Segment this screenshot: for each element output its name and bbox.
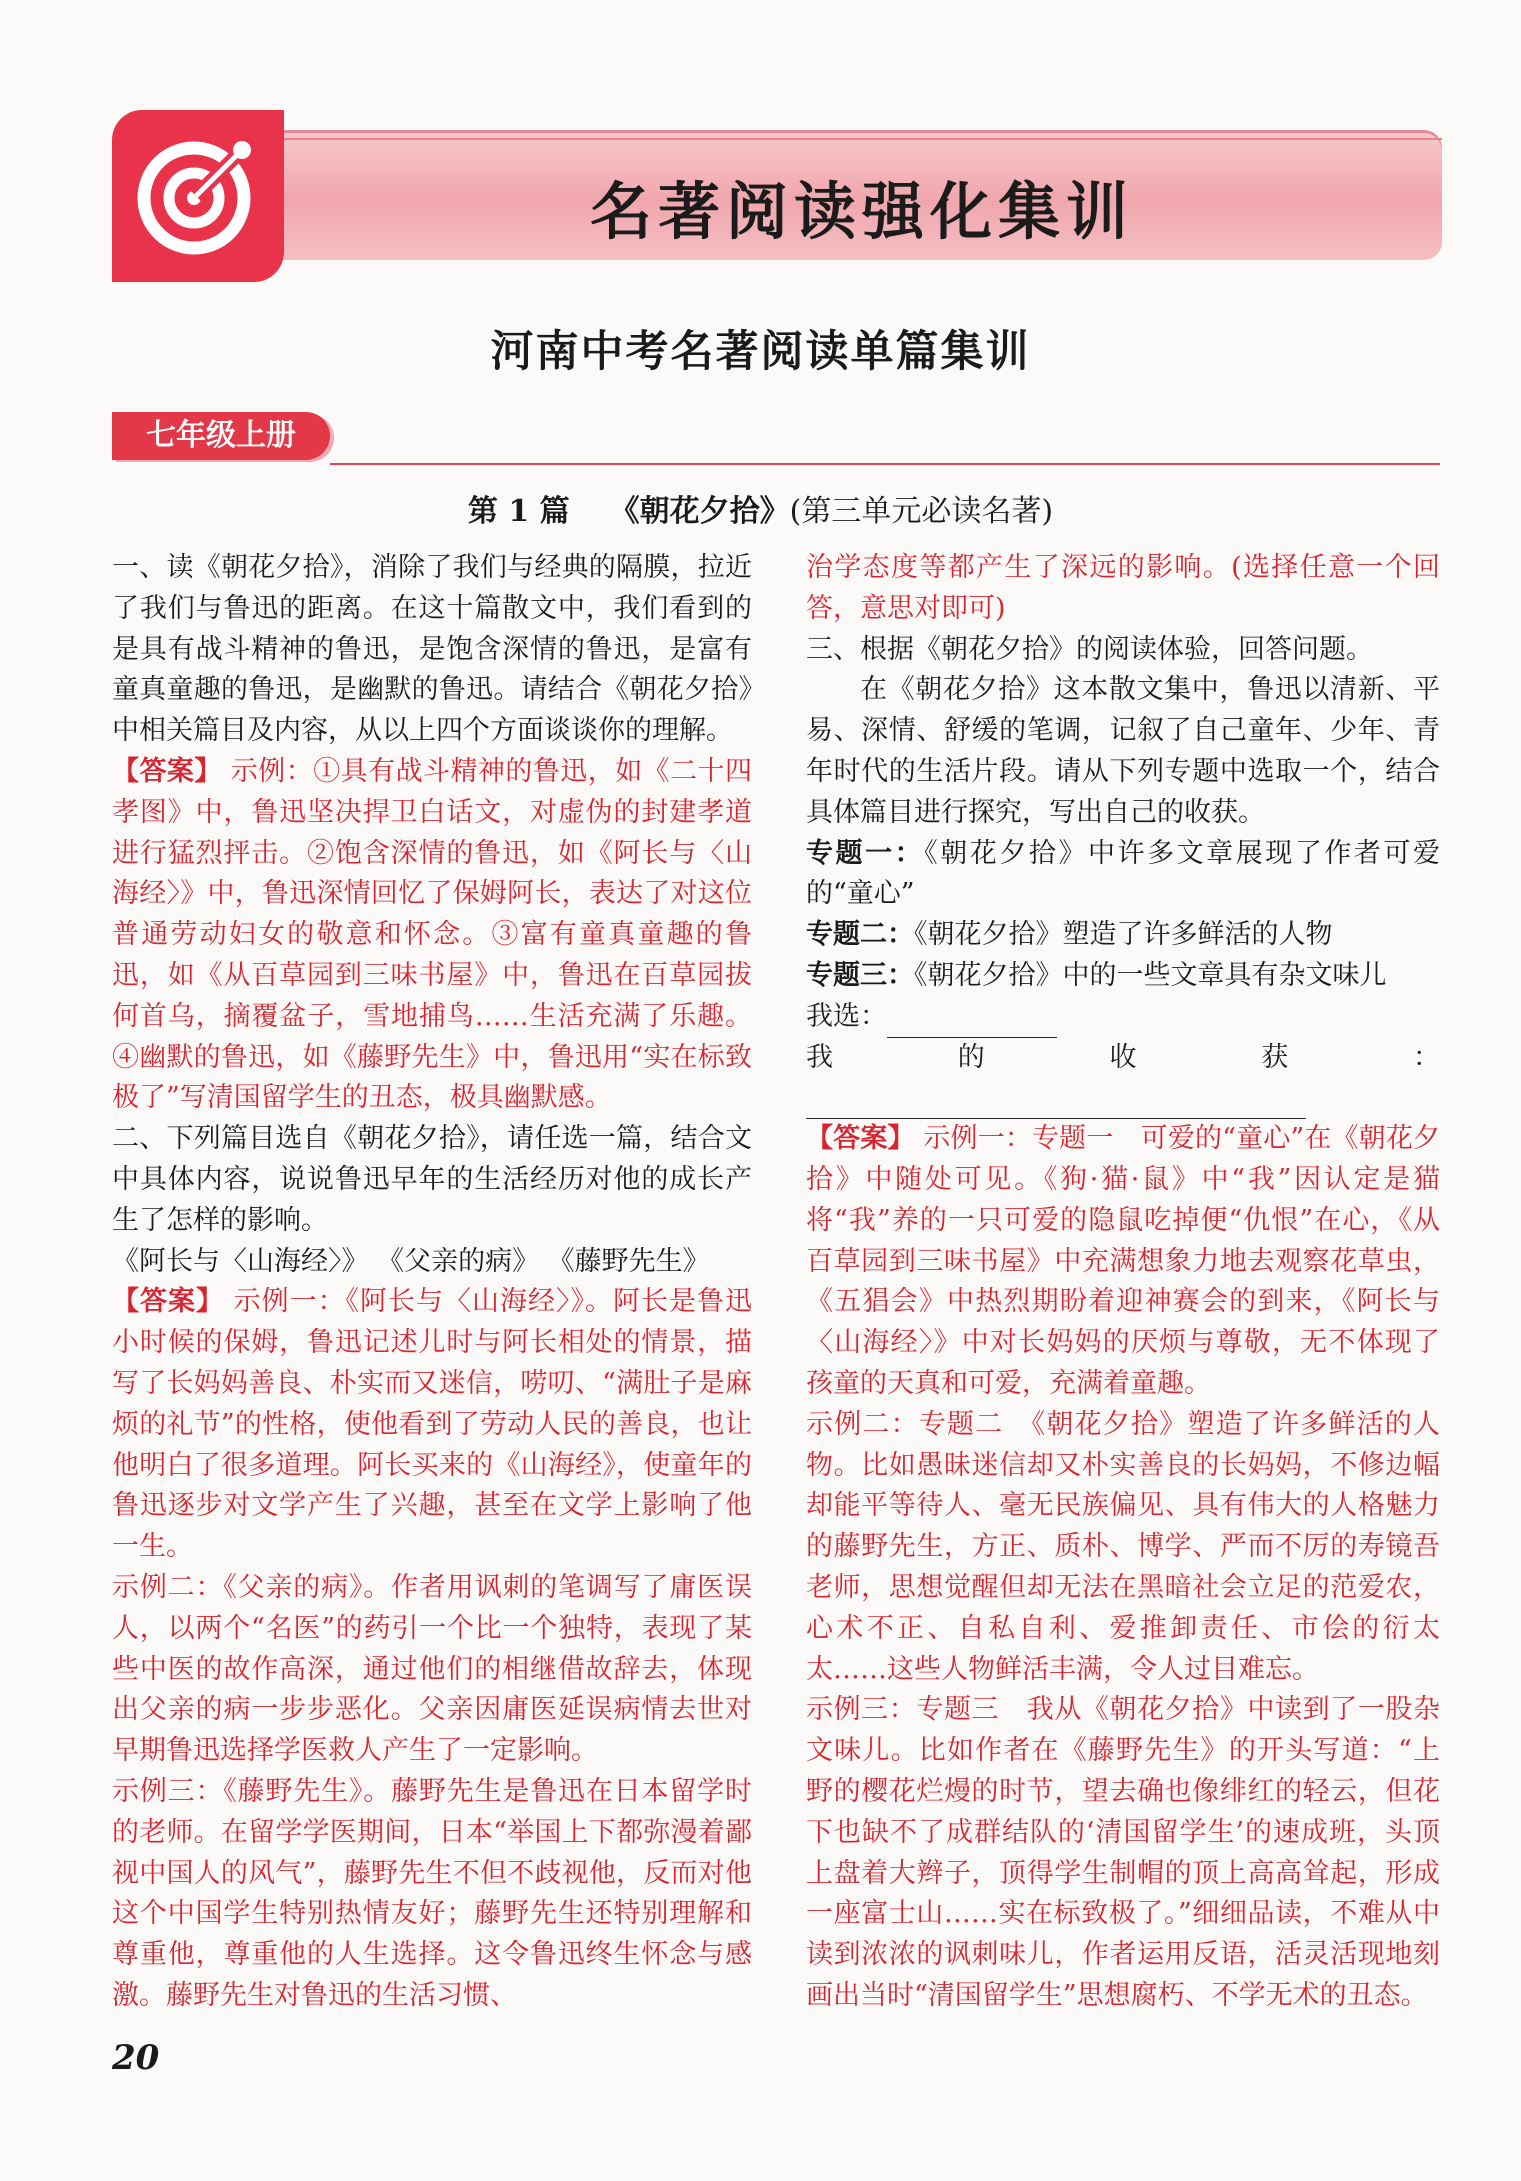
topic-3-label: 专题三：: [806, 959, 914, 991]
question-3-body: 在《朝花夕拾》这本散文集中，鲁迅以清新、平易、深情、舒缓的笔调，记叙了自己童年、少年、青年时代的生活片段。请从下列专题中选取一个，结合具体篇目进行探究，写出自己的收获。: [806, 674, 1440, 828]
answer-2-example-3: 示例三：《藤野先生》。藤野先生是鲁迅在日本留学时的老师。在留学学医期间，日本“举国上下都弥漫着鄙视中国人的风气”，藤野先生不但不歧视他，反而对他这个中国学生特别热情友好；藤野先生还特别理解和尊重他，尊重他的人生选择。这令鲁迅终生怀念与感激。藤野先生对鲁迅的生活习惯、: [112, 1775, 752, 2011]
choose-line: [806, 997, 1440, 1038]
answer-2-example-1: [112, 1282, 752, 1568]
page-subtitle: 河南中考名著阅读单篇集训: [490, 327, 1031, 377]
answer-3-example-1-text: 示例一：专题一 可爱的“童心”在《朝花夕拾》中随处可见。《狗·猫·鼠》中“我”因认定是猫将“我”养的一只可爱的隐鼠吃掉便“仇恨”在心，《从百草园到三味书屋》中充满想象力地去观察花草虫，《五猖会》中热烈期盼着迎神赛会的到来，《阿长与〈山海经〉》中对长妈妈的厌烦与尊敬，无不体现了孩童的天真和可爱，充满着童趣。: [806, 1123, 1441, 1399]
answer-2-continued: 治学态度等都产生了深远的影响。(选择任意一个回答，意思对即可): [806, 552, 1440, 624]
section-banner: [112, 110, 1442, 282]
answer-3-example-1: [806, 1119, 1440, 1405]
topic-1: [806, 834, 1440, 916]
answer-1: [112, 752, 752, 1119]
topic-2-label: 专题二：: [806, 919, 914, 951]
choose-label: 我选：: [806, 1000, 887, 1032]
topic-2-text: 《朝花夕拾》塑造了许多鲜活的人物: [914, 919, 1333, 951]
grade-divider-line: [330, 463, 1440, 465]
answer-label: 【答案】: [806, 1123, 915, 1155]
answer-label: 【答案】: [112, 1286, 224, 1318]
answer-2-example-2: 示例二：《父亲的病》。作者用讽刺的笔调写了庸医误人，以两个“名医”的药引一个比一个独特，表现了某些中医的故作高深，通过他们的相继借故辞去，体现出父亲的病一步步恶化。父亲因庸医延误病情去世对早期鲁迅选择学医救人产生了一定影响。: [112, 1571, 752, 1767]
target-logo-icon: [112, 110, 284, 282]
harvest-line: [806, 1038, 1440, 1120]
topic-1-text: 《朝花夕拾》中许多文章展现了作者可爱的“童心”: [806, 837, 1441, 910]
page-number: 20: [112, 2038, 160, 2078]
question-2-options: 《阿长与〈山海经〉》 《父亲的病》 《藤野先生》: [112, 1245, 710, 1277]
banner-title: 名著阅读强化集训: [589, 175, 1134, 248]
chapter-number: 第 1 篇: [467, 494, 570, 529]
question-1: 一、读《朝花夕拾》，消除了我们与经典的隔膜，拉近了我们与鲁迅的距离。在这十篇散文中，我们看到的是具有战斗精神的鲁迅，是饱含深情的鲁迅，是富有童真童趣的鲁迅，是幽默的鲁迅。请结合《朝花夕拾》中相关篇目及内容，从以上四个方面谈谈你的理解。: [112, 552, 752, 747]
chapter-heading: [0, 486, 1521, 530]
topic-3-text: 《朝花夕拾》中的一些文章具有杂文味儿: [914, 959, 1387, 991]
right-column: [806, 548, 1440, 2017]
topic-2: [806, 915, 1440, 956]
topic-1-label: 专题一：: [806, 837, 925, 869]
answer-2-example-1-text: 示例一：《阿长与〈山海经〉》。阿长是鲁迅小时候的保姆，鲁迅记述儿时与阿长相处的情景，描写了长妈妈善良、朴实而又迷信，唠叨、“满肚子是麻烦的礼节”的性格，使他看到了劳动人民的善良，也让他明白了很多道理。阿长买来的《山海经》，使童年的鲁迅逐步对文学产生了兴趣，甚至在文学上影响了他一生。: [112, 1286, 753, 1563]
chapter-book: 《朝花夕拾》: [609, 494, 790, 529]
answer-3-example-3: 示例三：专题三 我从《朝花夕拾》中读到了一股杂文味儿。比如作者在《藤野先生》的开头写道：“上野的樱花烂熳的时节，望去确也像绯红的轻云，但花下也缺不了成群结队的‘清国留学生’的速成班，头顶上盘着大辫子，顶得学生制帽的顶上高高耸起，形成一座富士山……实在标致极了。”细细品读，不难从中读到浓浓的讽刺味儿，作者运用反语，活灵活现地刻画出当时“清国留学生”思想腐朽、不学无术的丑态。: [806, 1694, 1440, 2011]
answer-3-example-2: 示例二：专题二 《朝花夕拾》塑造了许多鲜活的人物。比如愚昧迷信却又朴实善良的长妈妈，不修边幅却能平等待人、毫无民族偏见、具有伟大的人格魅力的藤野先生，方正、质朴、博学、严而不厉的寿镜吾老师，思想觉醒但却无法在黑暗社会立足的范爱农，心术不正、自私自利、爱推卸责任、市侩的衍太太……这些人物鲜活丰满，令人过目难忘。: [806, 1408, 1440, 1685]
choose-blank: [887, 1007, 1057, 1038]
question-2: 二、下列篇目选自《朝花夕拾》，请任选一篇，结合文中具体内容，说说鲁迅早年的生活经历对他的成长产生了怎样的影响。: [112, 1123, 752, 1236]
grade-tab: 七年级上册: [112, 412, 330, 460]
topic-3: [806, 956, 1440, 997]
answer-1-text: 示例：①具有战斗精神的鲁迅，如《二十四孝图》中，鲁迅坚决捍卫白话文，对虚伪的封建孝道进行猛烈抨击。②饱含深情的鲁迅，如《阿长与〈山海经〉》中，鲁迅深情回忆了保姆阿长，表达了对这位普通劳动妇女的敬意和怀念。③富有童真童趣的鲁迅，如《从百草园到三味书屋》中，鲁迅在百草园拔何首乌，摘覆盆子，雪地捕鸟……生活充满了乐趣。④幽默的鲁迅，如《藤野先生》中，鲁迅用“实在标致极了”写清国留学生的丑态，极具幽默感。: [112, 755, 753, 1114]
chapter-note: (第三单元必读名著): [789, 494, 1054, 529]
harvest-blank: [806, 1088, 1306, 1119]
harvest-label: 我的收获：: [806, 1041, 1440, 1073]
answer-label: 【答案】: [112, 755, 222, 787]
question-3: 三、根据《朝花夕拾》的阅读体验，回答问题。: [806, 633, 1373, 665]
left-column: [112, 548, 752, 2017]
